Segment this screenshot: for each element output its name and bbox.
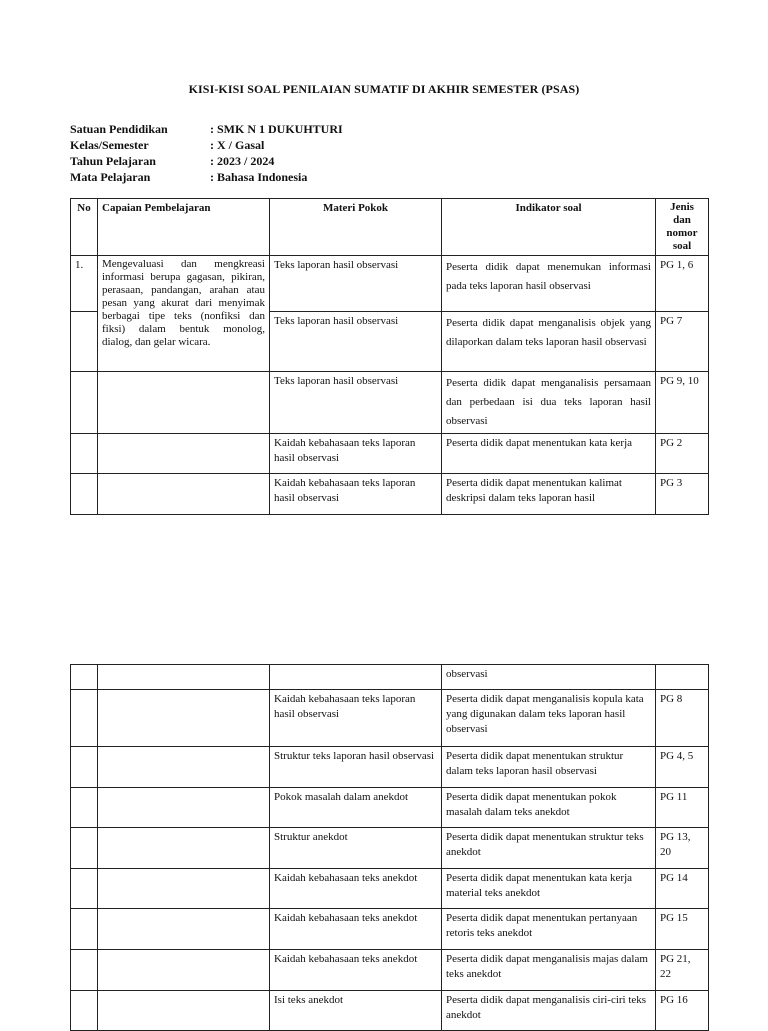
- cell-capaian: [98, 828, 270, 869]
- cell-materi: Kaidah kebahasaan teks laporan hasil observasi: [270, 434, 442, 474]
- document-title: KISI-KISI SOAL PENILAIAN SUMATIF DI AKHIR SEMESTER (PSAS): [188, 82, 580, 96]
- document-meta: [70, 121, 343, 185]
- table-row: [71, 434, 709, 474]
- meta-label: Satuan Pendidikan: [70, 122, 168, 136]
- cell-capaian: [98, 665, 270, 690]
- cell-capaian: [98, 434, 270, 474]
- table-row: [71, 665, 709, 690]
- cell-capaian: [98, 474, 270, 515]
- cell-no: [71, 950, 98, 991]
- cell-capaian: Mengevaluasi dan mengkreasi informasi berupa gagasan, pikiran, perasaan, pandangan, arahan atau pesan yang akurat dari menyimak berbagai tipe teks (nonfiksi dan fiksi) dalam bentuk monolog, dialog, dan gelar wicara.: [98, 256, 270, 372]
- cell-no: [71, 690, 98, 747]
- cell-jenis: PG 1, 6: [656, 256, 709, 312]
- cell-jenis: PG 7: [656, 312, 709, 372]
- cell-jenis: PG 4, 5: [656, 747, 709, 788]
- cell-materi: Struktur teks laporan hasil observasi: [270, 747, 442, 788]
- meta-row-tahun: [70, 153, 343, 169]
- cell-capaian: [98, 747, 270, 788]
- table-header-row: [71, 199, 709, 256]
- cell-no: [71, 828, 98, 869]
- header-indikator: Indikator soal: [442, 199, 656, 256]
- cell-no: [71, 788, 98, 828]
- cell-capaian: [98, 372, 270, 434]
- cell-materi: Kaidah kebahasaan teks laporan hasil observasi: [270, 474, 442, 515]
- cell-jenis: PG 11: [656, 788, 709, 828]
- cell-jenis: PG 15: [656, 909, 709, 950]
- cell-indikator: Peserta didik dapat menentukan kata kerja material teks anekdot: [442, 869, 656, 909]
- meta-label: Tahun Pelajaran: [70, 154, 156, 168]
- cell-jenis: PG 2: [656, 434, 709, 474]
- cell-capaian: [98, 869, 270, 909]
- meta-value: : Bahasa Indonesia: [210, 170, 308, 184]
- kisi-kisi-table: [70, 198, 709, 515]
- cell-no: [71, 665, 98, 690]
- cell-materi: Teks laporan hasil observasi: [270, 256, 442, 312]
- cell-materi: Kaidah kebahasaan teks anekdot: [270, 909, 442, 950]
- cell-no: [71, 434, 98, 474]
- cell-indikator: Peserta didik dapat menganalisis persamaan dan perbedaan isi dua teks laporan hasil observasi: [442, 372, 656, 434]
- cell-jenis: PG 13, 20: [656, 828, 709, 869]
- meta-row-mapel: [70, 169, 343, 185]
- cell-capaian: [98, 690, 270, 747]
- table-row: [71, 950, 709, 991]
- kisi-kisi-table-continued: [70, 664, 709, 1031]
- table-row: [71, 372, 709, 434]
- cell-indikator: Peserta didik dapat menganalisis objek yang dilaporkan dalam teks laporan hasil observasi: [442, 312, 656, 372]
- cell-indikator: observasi: [442, 665, 656, 690]
- meta-value: : 2023 / 2024: [210, 154, 275, 168]
- meta-value: : X / Gasal: [210, 138, 265, 152]
- meta-label: Kelas/Semester: [70, 138, 149, 152]
- header-jenis: Jenis dan nomor soal: [656, 199, 709, 256]
- meta-label: Mata Pelajaran: [70, 170, 151, 184]
- cell-materi: Isi teks anekdot: [270, 991, 442, 1031]
- cell-no: [71, 991, 98, 1031]
- cell-no: [71, 869, 98, 909]
- cell-no: 1.: [71, 256, 98, 312]
- cell-indikator: Peserta didik dapat menganalisis kopula kata yang digunakan dalam teks laporan hasil observasi: [442, 690, 656, 747]
- cell-materi: [270, 665, 442, 690]
- meta-value: : SMK N 1 DUKUHTURI: [210, 122, 343, 136]
- cell-indikator: Peserta didik dapat menemukan informasi pada teks laporan hasil observasi: [442, 256, 656, 312]
- table-row: [71, 474, 709, 515]
- header-materi: Materi Pokok: [270, 199, 442, 256]
- cell-jenis: [656, 665, 709, 690]
- table-row: [71, 869, 709, 909]
- cell-materi: Kaidah kebahasaan teks laporan hasil observasi: [270, 690, 442, 747]
- cell-jenis: PG 21, 22: [656, 950, 709, 991]
- cell-materi: Struktur anekdot: [270, 828, 442, 869]
- cell-capaian: [98, 788, 270, 828]
- cell-jenis: PG 8: [656, 690, 709, 747]
- cell-indikator: Peserta didik dapat menganalisis ciri-ciri teks anekdot: [442, 991, 656, 1031]
- cell-materi: Kaidah kebahasaan teks anekdot: [270, 869, 442, 909]
- cell-no: [71, 747, 98, 788]
- table-row: [71, 991, 709, 1031]
- cell-indikator: Peserta didik dapat menentukan kalimat deskripsi dalam teks laporan hasil: [442, 474, 656, 515]
- cell-indikator: Peserta didik dapat menentukan kata kerja: [442, 434, 656, 474]
- cell-indikator: Peserta didik dapat menentukan pokok masalah dalam teks anekdot: [442, 788, 656, 828]
- table-row: [71, 256, 709, 312]
- cell-materi: Teks laporan hasil observasi: [270, 372, 442, 434]
- cell-indikator: Peserta didik dapat menentukan pertanyaan retoris teks anekdot: [442, 909, 656, 950]
- cell-indikator: Peserta didik dapat menganalisis majas dalam teks anekdot: [442, 950, 656, 991]
- cell-jenis: PG 3: [656, 474, 709, 515]
- cell-no: [71, 372, 98, 434]
- table-row: [71, 747, 709, 788]
- cell-capaian: [98, 991, 270, 1031]
- cell-no: [71, 312, 98, 372]
- cell-materi: Teks laporan hasil observasi: [270, 312, 442, 372]
- cell-capaian: [98, 950, 270, 991]
- header-capaian: Capaian Pembelajaran: [98, 199, 270, 256]
- table-row: [71, 788, 709, 828]
- cell-indikator: Peserta didik dapat menentukan struktur dalam teks laporan hasil observasi: [442, 747, 656, 788]
- meta-row-satuan: [70, 121, 343, 137]
- table-row: [71, 690, 709, 747]
- cell-no: [71, 474, 98, 515]
- cell-indikator: Peserta didik dapat menentukan struktur teks anekdot: [442, 828, 656, 869]
- cell-materi: Pokok masalah dalam anekdot: [270, 788, 442, 828]
- cell-materi: Kaidah kebahasaan teks anekdot: [270, 950, 442, 991]
- cell-capaian: [98, 909, 270, 950]
- table-row: [71, 909, 709, 950]
- meta-row-kelas: [70, 137, 343, 153]
- cell-jenis: PG 16: [656, 991, 709, 1031]
- table-row: [71, 828, 709, 869]
- cell-jenis: PG 14: [656, 869, 709, 909]
- header-no: No: [71, 199, 98, 256]
- cell-no: [71, 909, 98, 950]
- cell-jenis: PG 9, 10: [656, 372, 709, 434]
